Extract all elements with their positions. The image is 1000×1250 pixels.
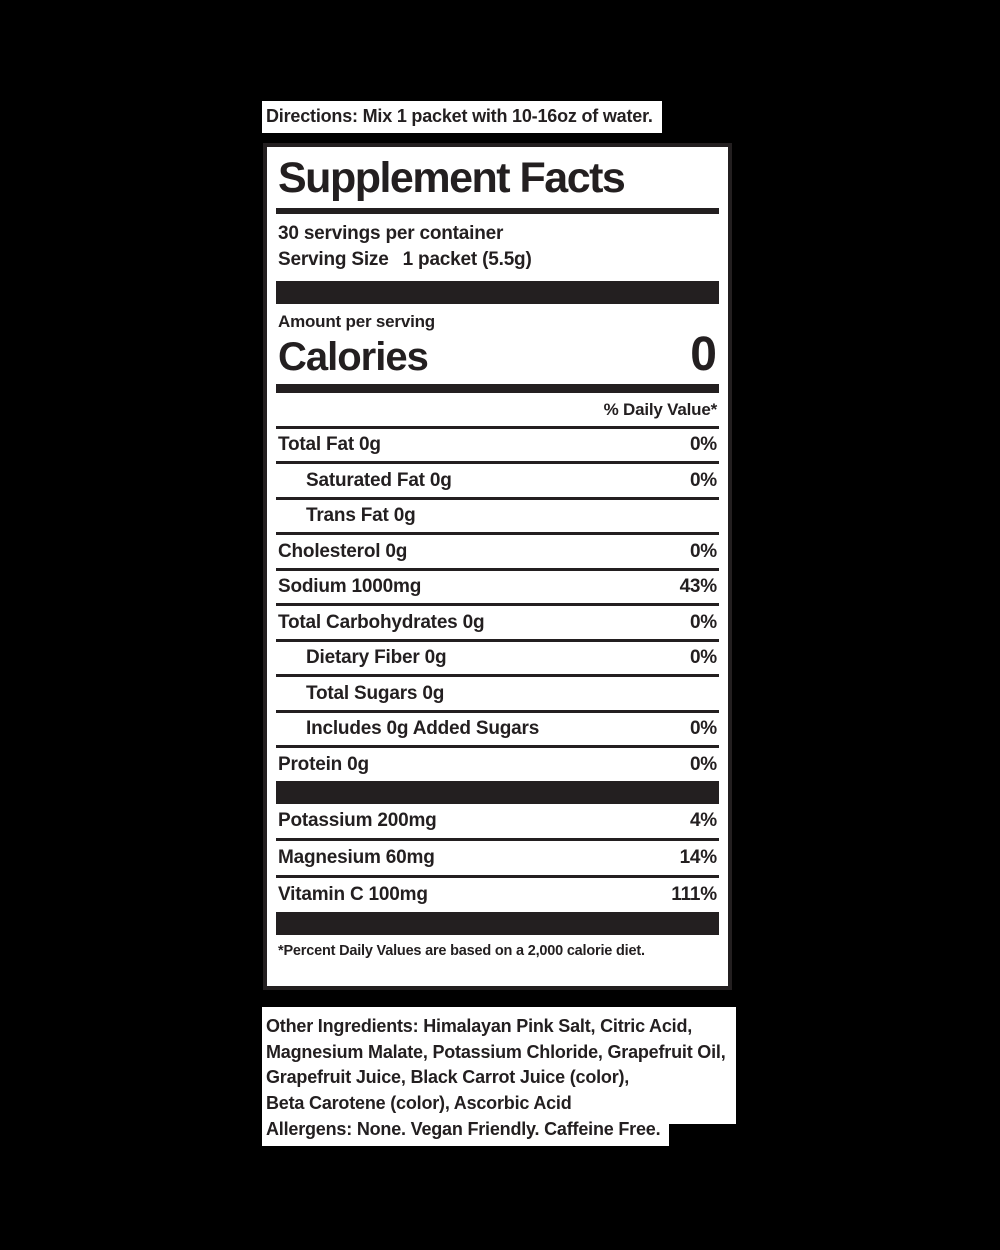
nutrient-daily-value: 0% xyxy=(689,753,717,775)
separator-bar-footnote xyxy=(276,912,719,935)
panel-title: Supplement Facts xyxy=(278,154,625,202)
calories-row xyxy=(276,328,719,384)
nutrient-rows xyxy=(276,426,719,781)
nutrient-row xyxy=(276,497,719,533)
daily-value-header: % Daily Value* xyxy=(603,399,717,419)
nutrient-name: Saturated Fat 0g xyxy=(306,469,452,491)
nutrient-daily-value: 43% xyxy=(679,576,717,598)
nutrient-name: Total Sugars 0g xyxy=(306,682,445,704)
nutrient-daily-value: 0% xyxy=(689,469,717,491)
daily-value-footnote: *Percent Daily Values are based on a 2,000 calorie diet. xyxy=(278,942,645,959)
separator-bar-calories xyxy=(276,384,719,393)
separator-bar-top xyxy=(276,281,719,304)
amount-per-serving-label: Amount per serving xyxy=(278,312,435,332)
serving-size-value: 1 packet (5.5g) xyxy=(402,248,532,270)
nutrient-row xyxy=(276,603,719,639)
allergens-text: Allergens: None. Vegan Friendly. Caffeine Free. xyxy=(262,1114,669,1146)
nutrient-name: Trans Fat 0g xyxy=(306,505,416,527)
nutrient-row xyxy=(276,461,719,497)
nutrient-row xyxy=(276,532,719,568)
nutrient-name: Protein 0g xyxy=(278,753,369,775)
nutrient-row xyxy=(276,639,719,675)
nutrient-daily-value: 14% xyxy=(679,846,717,868)
servings-per-container: 30 servings per container xyxy=(278,223,504,244)
nutrient-name: Potassium 200mg xyxy=(278,809,437,831)
directions-text: Directions: Mix 1 packet with 10-16oz of water. xyxy=(262,101,662,133)
nutrient-row xyxy=(276,804,719,838)
supplement-facts-panel xyxy=(263,143,732,990)
nutrient-name: Total Fat 0g xyxy=(278,434,381,456)
nutrient-row xyxy=(276,710,719,746)
nutrient-daily-value: 0% xyxy=(689,611,717,633)
nutrient-row xyxy=(276,426,719,462)
nutrient-row xyxy=(276,674,719,710)
nutrient-row xyxy=(276,745,719,781)
nutrient-row xyxy=(276,838,719,875)
nutrient-daily-value: 111% xyxy=(671,883,717,905)
servings-block xyxy=(276,214,719,281)
nutrient-daily-value: 0% xyxy=(689,540,717,562)
serving-size-line xyxy=(278,247,719,273)
nutrient-name: Dietary Fiber 0g xyxy=(306,647,447,669)
separator-bar-minerals xyxy=(276,781,719,804)
nutrient-name: Total Carbohydrates 0g xyxy=(278,611,485,633)
other-ingredients-text: Other Ingredients: Himalayan Pink Salt, Citric Acid, Magnesium Malate, Potassium Chloride, Grapefruit Oil, Grapefruit Juice, Black Carrot Juice (color), Beta Carotene (color), Ascorbic Acid xyxy=(262,1007,736,1124)
nutrient-daily-value: 0% xyxy=(689,434,717,456)
serving-size-label: Serving Size xyxy=(278,248,389,270)
nutrient-name: Vitamin C 100mg xyxy=(278,883,428,905)
nutrient-daily-value: 0% xyxy=(689,647,717,669)
nutrient-row xyxy=(276,568,719,604)
nutrient-name: Cholesterol 0g xyxy=(278,540,408,562)
nutrient-name: Magnesium 60mg xyxy=(278,846,435,868)
nutrient-daily-value: 0% xyxy=(689,718,717,740)
calories-label: Calories xyxy=(278,334,428,379)
nutrient-daily-value: 4% xyxy=(689,809,717,831)
mineral-rows xyxy=(276,804,719,912)
nutrient-name: Sodium 1000mg xyxy=(278,576,422,598)
nutrient-row xyxy=(276,875,719,912)
nutrient-name: Includes 0g Added Sugars xyxy=(306,718,540,740)
calories-value: 0 xyxy=(690,328,717,382)
